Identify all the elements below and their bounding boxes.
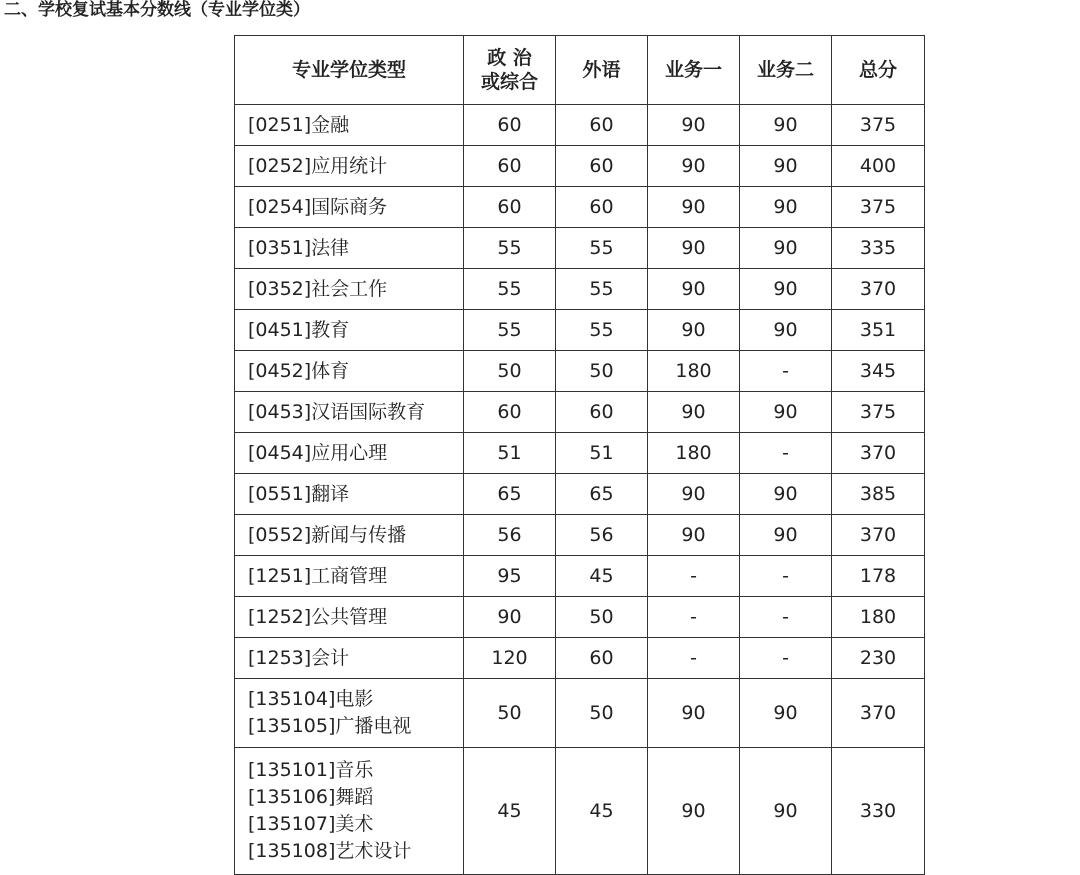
degree-name: [135106]舞蹈	[248, 786, 374, 808]
subject1-score: 90	[648, 228, 740, 269]
subject2-score: 90	[740, 269, 832, 310]
subject2-score: 90	[740, 146, 832, 187]
politics-score: 60	[464, 105, 556, 146]
subject2-score: 90	[740, 310, 832, 351]
degree-name: [1252]公共管理	[235, 597, 464, 638]
table-row	[235, 597, 925, 638]
section-heading: 二、学校复试基本分数线（专业学位类）	[4, 0, 310, 20]
header-politics-line1: 政 治	[487, 47, 532, 69]
foreign-score: 60	[556, 105, 648, 146]
total-score: 180	[832, 597, 925, 638]
politics-score: 95	[464, 556, 556, 597]
politics-score: 120	[464, 638, 556, 679]
foreign-score: 60	[556, 187, 648, 228]
subject2-score: 90	[740, 392, 832, 433]
header-foreign-language: 外语	[556, 36, 648, 105]
score-table	[234, 35, 925, 875]
subject1-score: 90	[648, 392, 740, 433]
degree-name: [0454]应用心理	[235, 433, 464, 474]
total-score: 385	[832, 474, 925, 515]
subject1-score: 90	[648, 310, 740, 351]
degree-name: [135104]电影	[248, 688, 374, 710]
subject2-score: 90	[740, 474, 832, 515]
subject2-score: -	[740, 597, 832, 638]
header-politics	[464, 36, 556, 105]
table-row	[235, 679, 925, 748]
subject1-score: 90	[648, 679, 740, 748]
politics-score: 55	[464, 310, 556, 351]
table-row	[235, 269, 925, 310]
subject1-score: 90	[648, 515, 740, 556]
subject1-score: 180	[648, 351, 740, 392]
table-row	[235, 146, 925, 187]
total-score: 351	[832, 310, 925, 351]
subject2-score: 90	[740, 748, 832, 875]
subject1-score: -	[648, 597, 740, 638]
table-row	[235, 310, 925, 351]
foreign-score: 51	[556, 433, 648, 474]
politics-score: 65	[464, 474, 556, 515]
table-row	[235, 228, 925, 269]
degree-name: [0453]汉语国际教育	[235, 392, 464, 433]
subject2-score: 90	[740, 105, 832, 146]
foreign-score: 60	[556, 638, 648, 679]
subject2-score: 90	[740, 228, 832, 269]
degree-name: [0451]教育	[235, 310, 464, 351]
table-row	[235, 748, 925, 875]
subject2-score: 90	[740, 679, 832, 748]
subject2-score: -	[740, 433, 832, 474]
degree-name: [135101]音乐	[248, 759, 374, 781]
degree-name: [135105]广播电视	[248, 715, 412, 737]
header-degree-type: 专业学位类型	[235, 36, 464, 105]
politics-score: 60	[464, 187, 556, 228]
subject1-score: 180	[648, 433, 740, 474]
degree-name: [0351]法律	[235, 228, 464, 269]
subject1-score: 90	[648, 269, 740, 310]
degree-name: [0352]社会工作	[235, 269, 464, 310]
subject1-score: -	[648, 556, 740, 597]
subject2-score: 90	[740, 187, 832, 228]
table-row	[235, 392, 925, 433]
table-row	[235, 638, 925, 679]
total-score: 370	[832, 269, 925, 310]
table-row	[235, 433, 925, 474]
total-score: 370	[832, 433, 925, 474]
politics-score: 90	[464, 597, 556, 638]
subject2-score: -	[740, 351, 832, 392]
politics-score: 50	[464, 351, 556, 392]
politics-score: 60	[464, 146, 556, 187]
degree-name: [0551]翻译	[235, 474, 464, 515]
total-score: 335	[832, 228, 925, 269]
total-score: 178	[832, 556, 925, 597]
total-score: 370	[832, 679, 925, 748]
total-score: 375	[832, 392, 925, 433]
header-subject-2: 业务二	[740, 36, 832, 105]
degree-name-cell	[235, 679, 464, 748]
degree-name: [0252]应用统计	[235, 146, 464, 187]
degree-name: [0552]新闻与传播	[235, 515, 464, 556]
subject1-score: 90	[648, 474, 740, 515]
foreign-score: 65	[556, 474, 648, 515]
degree-name: [1251]工商管理	[235, 556, 464, 597]
subject1-score: -	[648, 638, 740, 679]
subject2-score: -	[740, 556, 832, 597]
subject1-score: 90	[648, 748, 740, 875]
total-score: 230	[832, 638, 925, 679]
politics-score: 56	[464, 515, 556, 556]
politics-score: 55	[464, 269, 556, 310]
total-score: 400	[832, 146, 925, 187]
total-score: 345	[832, 351, 925, 392]
table-row	[235, 515, 925, 556]
foreign-score: 50	[556, 351, 648, 392]
total-score: 330	[832, 748, 925, 875]
politics-score: 55	[464, 228, 556, 269]
degree-name: [1253]会计	[235, 638, 464, 679]
politics-score: 60	[464, 392, 556, 433]
degree-name: [0452]体育	[235, 351, 464, 392]
foreign-score: 55	[556, 310, 648, 351]
degree-name: [135108]艺术设计	[248, 840, 412, 862]
subject2-score: -	[740, 638, 832, 679]
politics-score: 50	[464, 679, 556, 748]
foreign-score: 45	[556, 748, 648, 875]
total-score: 375	[832, 105, 925, 146]
table-row	[235, 351, 925, 392]
total-score: 375	[832, 187, 925, 228]
table-row	[235, 474, 925, 515]
foreign-score: 50	[556, 679, 648, 748]
degree-name-cell	[235, 748, 464, 875]
foreign-score: 50	[556, 597, 648, 638]
table-row	[235, 556, 925, 597]
subject1-score: 90	[648, 146, 740, 187]
foreign-score: 55	[556, 228, 648, 269]
degree-name: [0251]金融	[235, 105, 464, 146]
table-header-row	[235, 36, 925, 105]
foreign-score: 56	[556, 515, 648, 556]
table-row	[235, 187, 925, 228]
subject2-score: 90	[740, 515, 832, 556]
subject1-score: 90	[648, 187, 740, 228]
politics-score: 45	[464, 748, 556, 875]
header-total: 总分	[832, 36, 925, 105]
politics-score: 51	[464, 433, 556, 474]
foreign-score: 55	[556, 269, 648, 310]
foreign-score: 60	[556, 146, 648, 187]
table-row	[235, 105, 925, 146]
header-subject-1: 业务一	[648, 36, 740, 105]
total-score: 370	[832, 515, 925, 556]
subject1-score: 90	[648, 105, 740, 146]
foreign-score: 60	[556, 392, 648, 433]
degree-name: [135107]美术	[248, 813, 374, 835]
degree-name: [0254]国际商务	[235, 187, 464, 228]
foreign-score: 45	[556, 556, 648, 597]
header-politics-line2: 或综合	[480, 71, 538, 93]
